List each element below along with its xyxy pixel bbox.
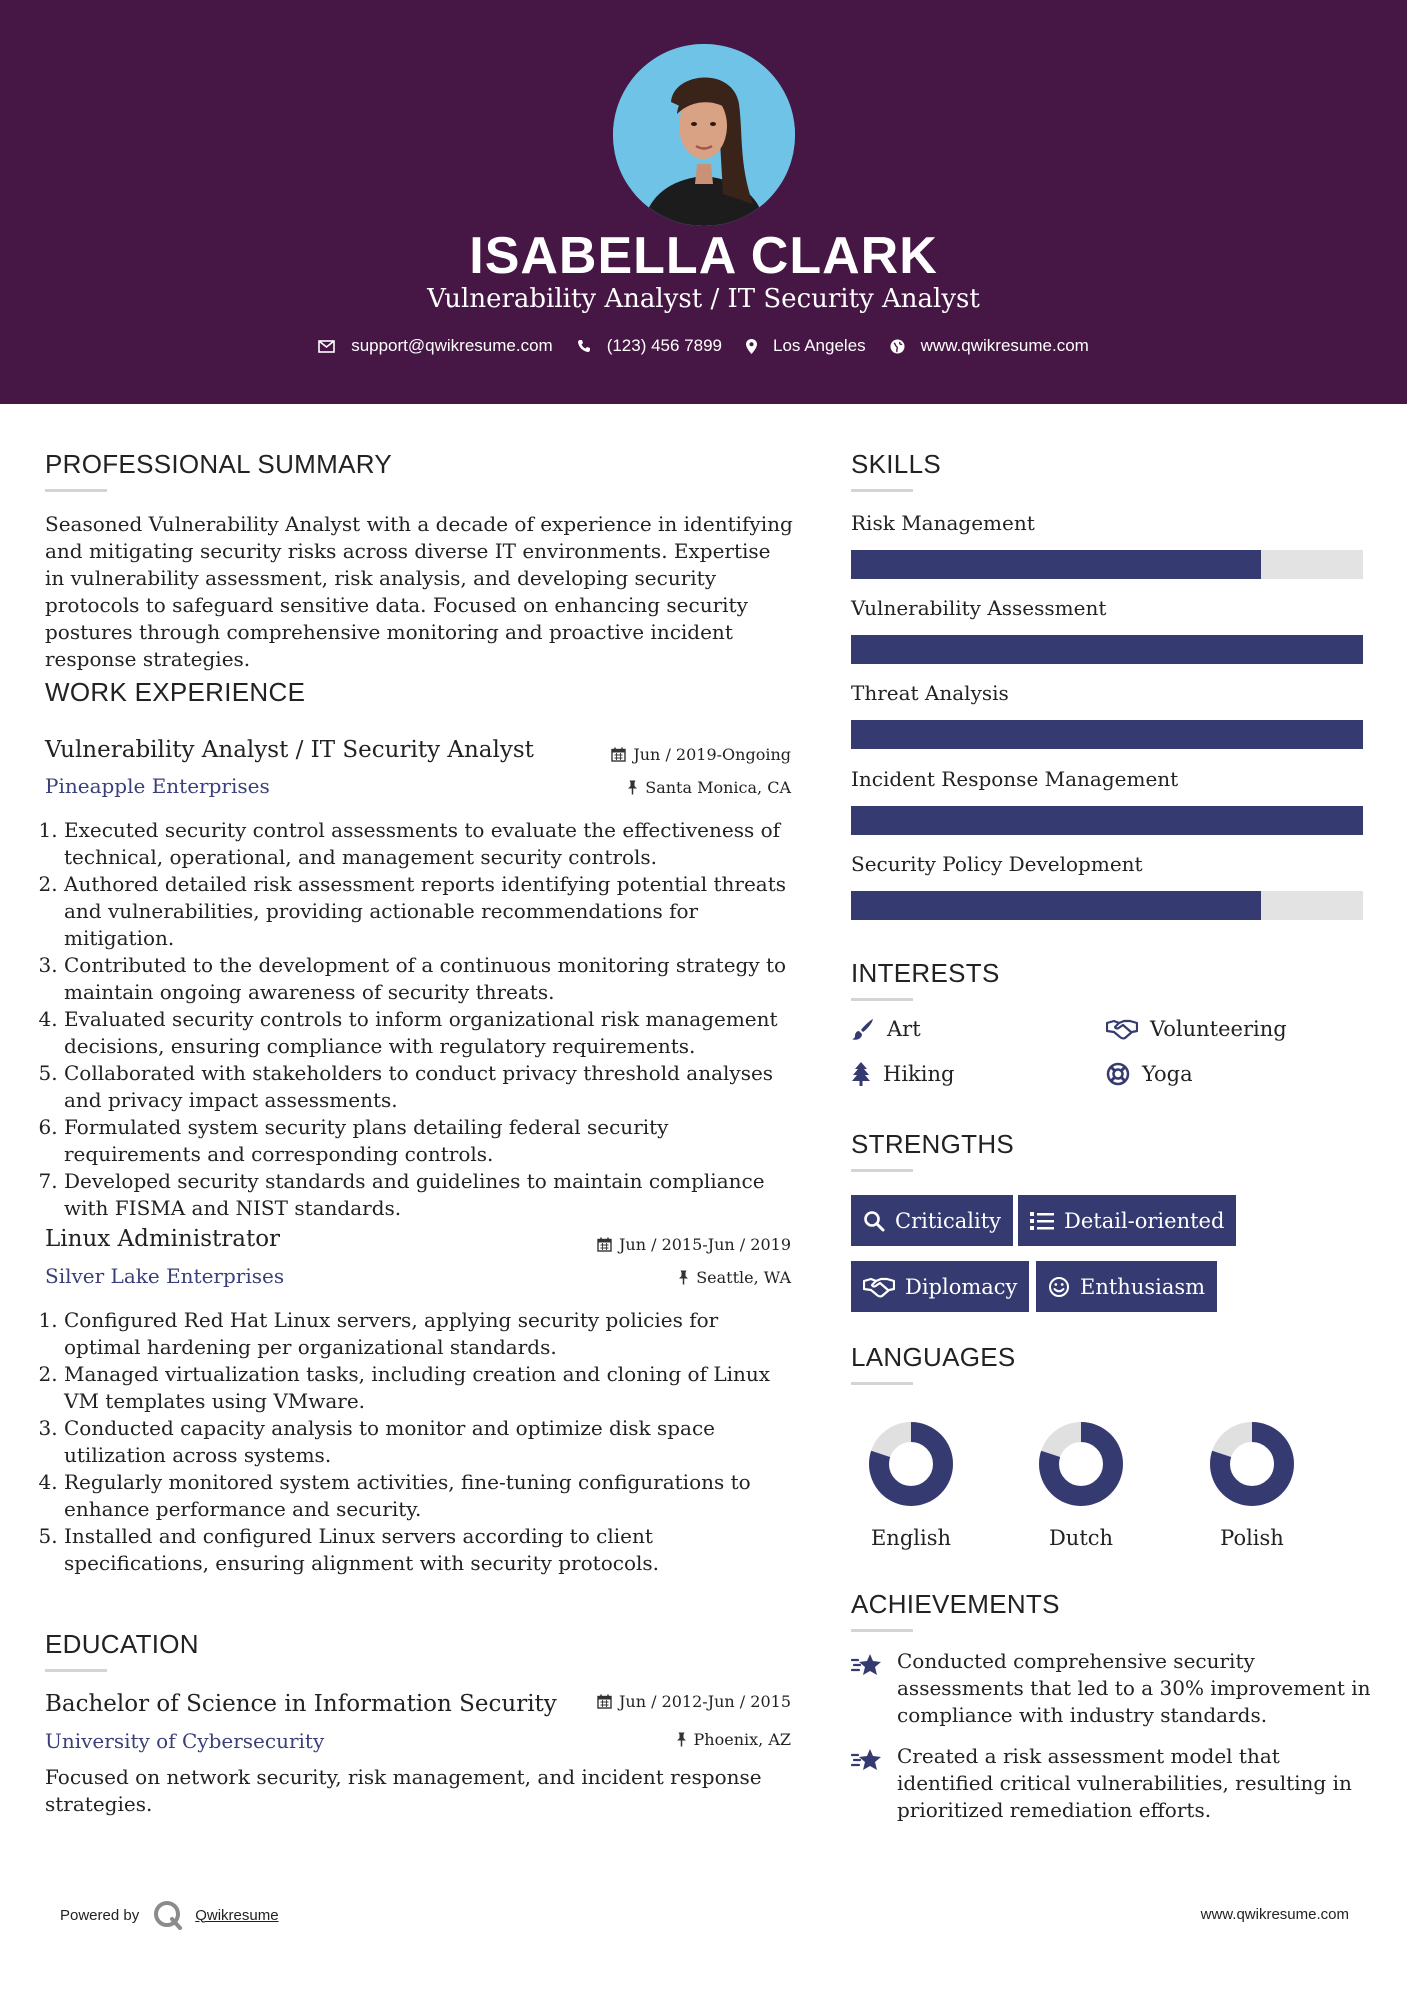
- list-item: 4. Regularly monitored system activities, fine-tuning configurations to enhance performance and security.: [64, 1469, 795, 1523]
- calendar-icon: [611, 747, 626, 762]
- interests-divider: [851, 998, 913, 1001]
- interest-label: Hiking: [883, 1062, 955, 1086]
- skill-bar-fill: [851, 891, 1261, 920]
- job-dates-text: Jun / 2015-Jun / 2019: [618, 1235, 791, 1254]
- contact-phone[interactable]: [577, 336, 722, 356]
- language-donut: [1037, 1420, 1125, 1508]
- skill-bar: [851, 550, 1363, 579]
- lifering-icon: [1106, 1062, 1130, 1086]
- list-item: 5. Installed and configured Linux servers according to client specifications, ensuring alignment with security protocols.: [64, 1523, 795, 1577]
- job-location: [627, 778, 791, 797]
- contact-bar: [0, 336, 1407, 356]
- interest-volunteering: [1106, 1017, 1287, 1041]
- strength-badge: [851, 1261, 1029, 1312]
- pushpin-icon: [627, 780, 638, 795]
- list-item: 1. Configured Red Hat Linux servers, applying security policies for optimal hardening per organizational standards.: [64, 1307, 795, 1361]
- envelope-icon: [318, 340, 335, 353]
- language-item: [841, 1420, 981, 1550]
- shooting-star-icon: [851, 1652, 883, 1678]
- job-responsibilities: [45, 817, 795, 1222]
- qwikresume-logo-icon: [153, 1900, 183, 1930]
- job-location-text: Santa Monica, CA: [645, 778, 791, 797]
- calendar-icon: [597, 1694, 612, 1709]
- resume-header: [0, 0, 1407, 404]
- summary-divider: [45, 489, 107, 492]
- achievement-item: [851, 1743, 1371, 1824]
- strength-badge: [1036, 1261, 1217, 1312]
- skill-name: Risk Management: [851, 511, 1035, 535]
- skill-bar: [851, 720, 1363, 749]
- summary-heading: PROFESSIONAL SUMMARY: [45, 449, 392, 479]
- website-text: www.qwikresume.com: [920, 336, 1089, 355]
- school-name: University of Cybersecurity: [45, 1729, 325, 1753]
- skill-bar-fill: [851, 550, 1261, 579]
- list-item: 3. Conducted capacity analysis to monitor and optimize disk space utilization across systems.: [64, 1415, 795, 1469]
- skills-heading: SKILLS: [851, 449, 941, 479]
- job-title: Linux Administrator: [45, 1226, 281, 1252]
- job-dates: [611, 745, 791, 764]
- skill-bar: [851, 635, 1363, 664]
- list-item: 2. Managed virtualization tasks, including creation and cloning of Linux VM templates using VMware.: [64, 1361, 795, 1415]
- handshake-icon: [1106, 1018, 1138, 1040]
- strength-badge: [851, 1195, 1013, 1246]
- degree-title: Bachelor of Science in Information Security: [45, 1691, 557, 1717]
- achievement-text: Created a risk assessment model that identified critical vulnerabilities, resulting in prioritized remediation efforts.: [897, 1744, 1352, 1822]
- summary-text: Seasoned Vulnerability Analyst with a decade of experience in identifying and mitigating security risks across diverse IT environments. Expertise in vulnerability assessment, risk analysis, and developing security protocols to safeguard sensitive data. Focused on enhancing security postures through comprehensive monitoring and proactive incident response strategies.: [45, 512, 793, 671]
- skill-bar-fill: [851, 806, 1363, 835]
- job-company: Silver Lake Enterprises: [45, 1264, 285, 1288]
- pushpin-icon: [678, 1270, 689, 1285]
- map-pin-icon: [746, 339, 757, 354]
- interest-art: [851, 1017, 921, 1041]
- achievement-text: Conducted comprehensive security assessments that led to a 30% improvement in compliance with industry standards.: [897, 1649, 1371, 1727]
- achievement-item: [851, 1648, 1371, 1729]
- contact-location: [746, 336, 866, 356]
- education-heading: EDUCATION: [45, 1629, 199, 1659]
- language-name: English: [870, 1526, 952, 1550]
- education-description: Focused on network security, risk management, and incident response strategies.: [45, 1765, 762, 1816]
- education-location-text: Phoenix, AZ: [693, 1730, 791, 1749]
- job-title: Vulnerability Analyst / IT Security Analyst: [45, 737, 534, 763]
- strength-badge: [1018, 1195, 1236, 1246]
- strength-label: Diplomacy: [905, 1274, 1018, 1299]
- shooting-star-icon: [851, 1747, 883, 1773]
- language-name: Polish: [1220, 1526, 1284, 1550]
- skill-name: Vulnerability Assessment: [851, 596, 1107, 620]
- skills-divider: [851, 489, 913, 492]
- job-dates: [597, 1235, 791, 1254]
- education-dates-text: Jun / 2012-Jun / 2015: [618, 1692, 791, 1711]
- footer-website[interactable]: www.qwikresume.com: [1200, 1906, 1349, 1923]
- list-icon: [1030, 1211, 1054, 1231]
- skill-bar-fill: [851, 635, 1363, 664]
- list-item: 1. Executed security control assessments to evaluate the effectiveness of technical, operational, and management security controls.: [64, 817, 795, 871]
- language-donut: [1208, 1420, 1296, 1508]
- interest-label: Art: [887, 1017, 921, 1041]
- phone-icon: [577, 339, 591, 353]
- smile-icon: [1048, 1276, 1070, 1298]
- job-responsibilities: [45, 1307, 795, 1577]
- qwikresume-link[interactable]: Qwikresume: [195, 1906, 279, 1924]
- phone-text: (123) 456 7899: [606, 336, 723, 355]
- education-location: [676, 1730, 791, 1749]
- interest-label: Yoga: [1142, 1062, 1193, 1086]
- strength-label: Criticality: [895, 1208, 1001, 1233]
- handshake-icon: [863, 1276, 895, 1298]
- language-donut: [867, 1420, 955, 1508]
- contact-email[interactable]: [318, 336, 553, 356]
- skill-name: Threat Analysis: [851, 681, 1009, 705]
- list-item: 2. Authored detailed risk assessment reports identifying potential threats and vulnerabilities, providing actionable recommendations for mitigation.: [64, 871, 795, 952]
- list-item: 3. Contributed to the development of a continuous monitoring strategy to maintain ongoing awareness of security threats.: [64, 952, 795, 1006]
- candidate-name: ISABELLA CLARK: [469, 227, 938, 285]
- language-name: Dutch: [1048, 1526, 1114, 1550]
- calendar-icon: [597, 1237, 612, 1252]
- tree-icon: [851, 1062, 871, 1086]
- list-item: 6. Formulated system security plans detailing federal security requirements and corresponding controls.: [64, 1114, 795, 1168]
- skill-name: Incident Response Management: [851, 767, 1179, 791]
- list-item: 4. Evaluated security controls to inform organizational risk management decisions, ensuring compliance with regulatory requirements.: [64, 1006, 795, 1060]
- achievements-divider: [851, 1629, 913, 1632]
- language-item: [1182, 1420, 1322, 1550]
- location-text: Los Angeles: [773, 336, 866, 355]
- skill-bar: [851, 891, 1363, 920]
- search-icon: [863, 1210, 885, 1232]
- job-company: Pineapple Enterprises: [45, 774, 270, 798]
- interest-yoga: [1106, 1062, 1193, 1086]
- job-location: [678, 1268, 791, 1287]
- list-item: 7. Developed security standards and guidelines to maintain compliance with FISMA and NIST standards.: [64, 1168, 795, 1222]
- strength-label: Detail-oriented: [1064, 1208, 1225, 1233]
- strength-label: Enthusiasm: [1080, 1274, 1206, 1299]
- footer-powered-by: [60, 1900, 279, 1930]
- education-dates: [597, 1692, 791, 1711]
- strengths-divider: [851, 1169, 913, 1172]
- job-dates-text: Jun / 2019-Ongoing: [633, 745, 791, 764]
- contact-website[interactable]: [890, 336, 1089, 356]
- list-item: 5. Collaborated with stakeholders to conduct privacy threshold analyses and privacy impact assessments.: [64, 1060, 795, 1114]
- language-item: [1011, 1420, 1151, 1550]
- education-divider: [45, 1669, 107, 1672]
- interests-heading: INTERESTS: [851, 958, 1000, 988]
- skill-bar-fill: [851, 720, 1363, 749]
- achievements-heading: ACHIEVEMENTS: [851, 1589, 1060, 1619]
- pushpin-icon: [676, 1732, 687, 1747]
- strengths-heading: STRENGTHS: [851, 1129, 1015, 1159]
- candidate-title: Vulnerability Analyst / IT Security Analyst: [427, 284, 980, 314]
- languages-divider: [851, 1382, 913, 1385]
- job-location-text: Seattle, WA: [696, 1268, 791, 1287]
- interest-hiking: [851, 1062, 954, 1086]
- languages-heading: LANGUAGES: [851, 1342, 1016, 1372]
- skill-bar: [851, 806, 1363, 835]
- skill-name: Security Policy Development: [851, 852, 1143, 876]
- experience-heading: WORK EXPERIENCE: [45, 677, 306, 707]
- profile-photo: [613, 44, 795, 226]
- interest-label: Volunteering: [1150, 1017, 1287, 1041]
- email-text: support@qwikresume.com: [351, 336, 553, 355]
- paintbrush-icon: [851, 1017, 875, 1041]
- powered-by-label: Powered by: [60, 1906, 140, 1924]
- globe-icon: [890, 339, 905, 354]
